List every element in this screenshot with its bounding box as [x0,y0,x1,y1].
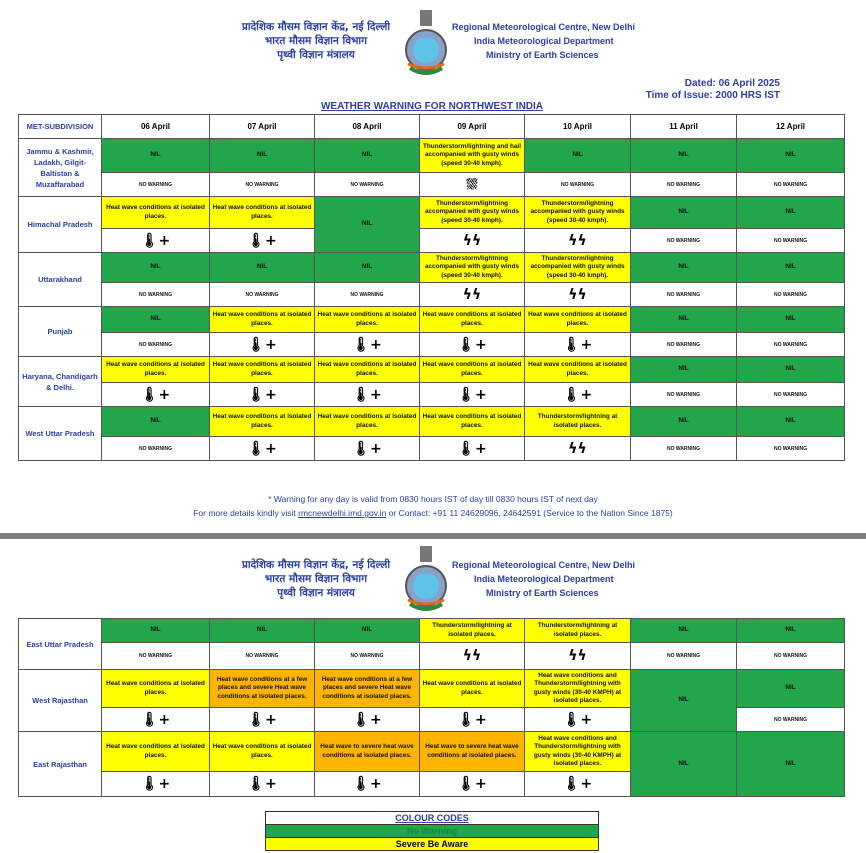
contact-prefix: For more details kindly visit [193,508,299,518]
hindi-line-3: पृथ्वी विज्ञान मंत्रालय [277,49,355,61]
table-row [19,407,845,437]
icon-cell [210,708,315,732]
icon-cell [315,383,420,407]
thermometer-plus-icon: 🌡+ [140,711,171,728]
thermometer-plus-icon: 🌡+ [352,440,382,457]
region-hp: Himachal Pradesh [19,197,102,253]
icon-cell [525,383,631,407]
warning-cell: NIL [631,307,737,333]
no-warning-label: NO WARNING [737,708,845,732]
icon-cell [525,283,631,307]
warning-cell: Heat wave conditions at isolated places. [420,357,525,383]
thermometer-plus-icon: 🌡+ [140,232,171,249]
english-line-2: India Meteorological Department [474,574,614,584]
warning-cell: NIL [631,139,737,173]
thermometer-plus-icon: 🌡+ [140,386,171,403]
icon-cell [420,708,525,732]
icon-cell [420,437,525,461]
thermometer-plus-icon: 🌡+ [247,711,277,728]
hindi-line-3: पृथ्वी विज्ञान मंत्रालय [277,587,355,599]
no-warning-label: NO WARNING [737,333,845,357]
icon-cell [420,283,525,307]
warning-cell: Heat wave conditions at isolated places. [210,357,315,383]
no-warning-label: NO WARNING [102,283,210,307]
lightning-icon: ϟϟ [462,648,482,664]
region-pb: Punjab [19,307,102,357]
warning-cell: Heat wave conditions at isolated places. [102,197,210,229]
hindi-line-2: भारत मौसम विज्ञान विभाग [264,35,368,47]
warning-cell: Heat wave conditions at isolated places. [525,357,631,383]
warning-table-2 [18,618,845,797]
hindi-org-name [236,20,396,62]
warning-cell: Heat wave conditions at isolated places. [525,307,631,333]
icon-cell [525,643,631,670]
table-row [19,732,845,772]
thermometer-plus-icon: 🌡+ [352,336,382,353]
no-warning-label: NO WARNING [737,229,845,253]
warning-cell: NIL [737,732,845,797]
warning-cell: Heat wave conditions at a few places and severe Heat wave conditions at isolated places. [210,670,315,708]
icon-cell [210,383,315,407]
no-warning-label: NO WARNING [525,173,631,197]
warning-cell: NIL [102,307,210,333]
thermometer-plus-icon: 🌡+ [457,336,487,353]
warning-cell: Thunderstorm/lightning and hail accompanied with gusty winds (speed 30-40 kmph). [420,139,525,173]
icon-cell [315,333,420,357]
warning-cell: Heat wave conditions at isolated places. [315,357,420,383]
warning-cell: NIL [210,253,315,283]
warning-cell: NIL [631,407,737,437]
thermometer-plus-icon: 🌡+ [562,776,593,792]
thermometer-plus-icon: 🌡+ [352,776,382,792]
thermometer-plus-icon: 🌡+ [457,440,487,457]
warning-cell: NIL [631,670,737,732]
warning-cell: Heat wave conditions at isolated places. [315,407,420,437]
warning-cell: Thunderstorm/lightning at isolated places. [525,619,631,643]
icon-cell [315,708,420,732]
date-header: 10 April [525,115,631,139]
no-warning-label: NO WARNING [102,173,210,197]
no-warning-label: NO WARNING [631,383,737,407]
warning-cell: Heat wave conditions at isolated places. [420,407,525,437]
warning-cell: Heat wave conditions at isolated places. [420,307,525,333]
date-text: Dated: 06 April 2025 [684,78,780,89]
warning-cell: NIL [525,139,631,173]
table-row [19,670,845,708]
page-divider [0,533,866,539]
thermometer-plus-icon: 🌡+ [247,440,277,457]
no-warning-label: NO WARNING [210,173,315,197]
warning-cell: NIL [210,139,315,173]
warning-cell: Heat wave conditions at isolated places. [210,407,315,437]
warning-cell: Heat wave to severe heat wave conditions at isolated places. [420,732,525,772]
icon-cell [420,229,525,253]
warning-cell: Heat wave conditions at isolated places. [102,357,210,383]
website-link[interactable]: rmcnewdelhi.imd.gov.in [298,508,387,518]
hindi-line-1: प्रादेशिक मौसम विज्ञान केंद्र, नई दिल्ली [241,559,391,571]
icon-cell [315,772,420,797]
thermometer-plus-icon: 🌡+ [247,232,277,249]
icon-cell [525,229,631,253]
warning-cell: NIL [631,619,737,643]
table-row [19,139,845,173]
contact-suffix: or Contact: +91 11 24629096, 24642591 (Service to the Nation Since 1875) [386,508,673,518]
icon-cell [210,437,315,461]
no-warning-label: NO WARNING [631,643,737,670]
table-row [19,619,845,643]
table-row [19,229,845,253]
thermometer-plus-icon: 🌡+ [457,711,487,728]
warning-cell: NIL [210,619,315,643]
no-warning-label: NO WARNING [315,283,420,307]
icon-cell [525,772,631,797]
icon-cell [210,229,315,253]
lightning-icon: ϟϟ [462,286,482,303]
english-line-3: Ministry of Earth Sciences [486,50,599,60]
hindi-org-name [236,558,396,600]
thermometer-plus-icon: 🌡+ [562,386,593,403]
icon-cell [210,772,315,797]
colour-codes-title: COLOUR CODES [266,812,599,825]
imd-emblem-icon [402,546,450,614]
warning-cell: Heat wave conditions at isolated places. [210,307,315,333]
warning-cell: NIL [631,253,737,283]
date-header: 12 April [737,115,845,139]
region-eraj: East Rajasthan [19,732,102,797]
thermometer-plus-icon: 🌡+ [247,336,277,353]
warning-cell: NIL [737,139,845,173]
warning-cell: NIL [102,407,210,437]
icon-cell [420,643,525,670]
icon-cell [420,333,525,357]
warning-cell: NIL [737,307,845,333]
icon-cell [525,333,631,357]
table-row [19,283,845,307]
english-line-3: Ministry of Earth Sciences [486,588,599,598]
table-row [19,383,845,407]
warning-cell: Heat wave conditions at isolated places. [210,732,315,772]
warning-cell: Thunderstorm/lightning accompanied with gusty winds (speed 30-40 kmph). [525,197,631,229]
hail-cloud-icon: ⛆ [466,176,478,193]
warning-cell: NIL [102,619,210,643]
icon-cell [102,229,210,253]
date-header: 07 April [210,115,315,139]
warning-cell: NIL [631,357,737,383]
thermometer-plus-icon: 🌡+ [562,336,593,353]
region-hcd: Haryana, Chandigarh & Delhi. [19,357,102,407]
table-row [19,197,845,229]
lightning-icon: ϟϟ [568,648,587,664]
lightning-icon: ϟϟ [568,232,587,249]
no-warning-label: NO WARNING [210,643,315,670]
hindi-line-1: प्रादेशिक मौसम विज्ञान केंद्र, नई दिल्ली [241,21,391,33]
warning-cell: Thunderstorm/lightning accompanied with gusty winds (speed 30-40 kmph). [420,253,525,283]
warning-cell: NIL [315,197,420,253]
warning-cell: Heat wave conditions at isolated places. [315,307,420,333]
lightning-icon: ϟϟ [568,440,587,457]
date-header: 06 April [102,115,210,139]
no-warning-label: NO WARNING [737,173,845,197]
validity-note: * Warning for any day is valid from 0830 hours IST of day till 0830 hours IST of next day [268,494,598,504]
region-eup: East Uttar Pradesh [19,619,102,670]
date-header: 09 April [420,115,525,139]
warning-cell: NIL [102,253,210,283]
thermometer-plus-icon: 🌡+ [140,776,171,792]
thermometer-plus-icon: 🌡+ [352,386,382,403]
warning-cell: Heat wave conditions at a few places and severe Heat wave conditions at isolated places. [315,670,420,708]
page-header-1 [0,8,866,88]
no-warning-label: NO WARNING [315,643,420,670]
page-header-2 [0,546,866,626]
legend-severe-be-aware: Severe Be Aware [266,838,599,851]
table-row [19,437,845,461]
no-warning-label: NO WARNING [102,643,210,670]
thermometer-plus-icon: 🌡+ [352,711,382,728]
no-warning-label: NO WARNING [210,283,315,307]
table-row [19,173,845,197]
region-wraj: West Rajasthan [19,670,102,732]
no-warning-label: NO WARNING [631,173,737,197]
no-warning-label: NO WARNING [631,437,737,461]
region-uk: Uttarakhand [19,253,102,307]
warning-cell: NIL [315,253,420,283]
icon-cell [525,437,631,461]
icon-cell [102,772,210,797]
warning-cell: NIL [631,197,737,229]
english-line-1: Regional Meteorological Centre, New Delhi [452,22,636,32]
warning-cell: NIL [315,139,420,173]
warning-cell: NIL [737,619,845,643]
warning-cell: Heat wave conditions at isolated places. [420,670,525,708]
thermometer-plus-icon: 🌡+ [457,386,487,403]
thermometer-plus-icon: 🌡+ [457,776,487,792]
icon-cell [102,708,210,732]
imd-emblem-icon [402,10,450,78]
lightning-icon: ϟϟ [462,232,482,249]
no-warning-label: NO WARNING [315,173,420,197]
icon-cell [102,383,210,407]
no-warning-label: NO WARNING [631,229,737,253]
issue-info [600,78,780,102]
region-wup: West Uttar Pradesh [19,407,102,461]
warning-cell: NIL [102,139,210,173]
no-warning-label: NO WARNING [631,283,737,307]
english-line-1: Regional Meteorological Centre, New Delhi [452,560,636,570]
table-row [19,253,845,283]
no-warning-label: NO WARNING [737,283,845,307]
no-warning-label: NO WARNING [102,437,210,461]
footer-notes [0,492,866,520]
warning-cell: NIL [737,253,845,283]
table-row [19,643,845,670]
warning-cell: Heat wave conditions at isolated places. [102,732,210,772]
thermometer-plus-icon: 🌡+ [247,776,277,792]
no-warning-label: NO WARNING [631,333,737,357]
english-line-2: India Meteorological Department [474,36,614,46]
colour-codes-legend [265,811,599,851]
warning-cell: NIL [315,619,420,643]
header-row [19,115,845,139]
no-warning-label: NO WARNING [737,643,845,670]
no-warning-label: NO WARNING [102,333,210,357]
hindi-line-2: भारत मौसम विज्ञान विभाग [264,573,368,585]
thermometer-plus-icon: 🌡+ [562,711,593,728]
english-org-name [452,20,642,62]
warning-cell: NIL [631,732,737,797]
warning-cell: NIL [737,357,845,383]
date-header: 11 April [631,115,737,139]
icon-cell [420,173,525,197]
date-header: 08 April [315,115,420,139]
icon-cell [525,708,631,732]
warning-cell: Thunderstorm/lightning accompanied with gusty winds (speed 30-40 kmph). [525,253,631,283]
legend-no-warning: No Warning [266,825,599,838]
icon-cell [420,772,525,797]
warning-cell: Heat wave conditions and Thunderstorm/lightning with gusty winds (30-40 KMPH) at isolated places. [525,732,631,772]
contact-line [0,506,866,520]
warning-cell: Heat wave conditions and Thunderstorm/lightning with gusty winds (30-40 KMPH) at isolated places. [525,670,631,708]
no-warning-label: NO WARNING [737,437,845,461]
region-jk: Jammu & Kashmir, Ladakh, Gilgit-Baltistan & Muzaffarabad [19,139,102,197]
table-row [19,307,845,333]
warning-title: WEATHER WARNING FOR NORTHWEST INDIA [320,101,544,112]
icon-cell [315,437,420,461]
icon-cell [210,333,315,357]
no-warning-label: NO WARNING [737,383,845,407]
issue-time-text: Time of Issue: 2000 HRS IST [645,90,780,101]
warning-cell: Thunderstorm/lightning accompanied with gusty winds (speed 30-40 kmph). [420,197,525,229]
warning-cell: NIL [737,197,845,229]
warning-cell: Heat wave conditions at isolated places. [102,670,210,708]
thermometer-plus-icon: 🌡+ [247,386,277,403]
icon-cell [420,383,525,407]
warning-cell: Thunderstorm/lightning at isolated places. [420,619,525,643]
warning-cell: Heat wave conditions at isolated places. [210,197,315,229]
warning-cell: NIL [737,670,845,708]
subdivision-header: MET-SUBDIVISION [19,115,102,139]
table-row [19,357,845,383]
english-org-name [452,558,642,600]
warning-table-1 [18,114,845,461]
table-row [19,333,845,357]
lightning-icon: ϟϟ [568,286,587,303]
warning-cell: Heat wave to severe heat wave conditions at isolated places. [315,732,420,772]
warning-cell: Thunderstorm/lightning at isolated places. [525,407,631,437]
warning-cell: NIL [737,407,845,437]
